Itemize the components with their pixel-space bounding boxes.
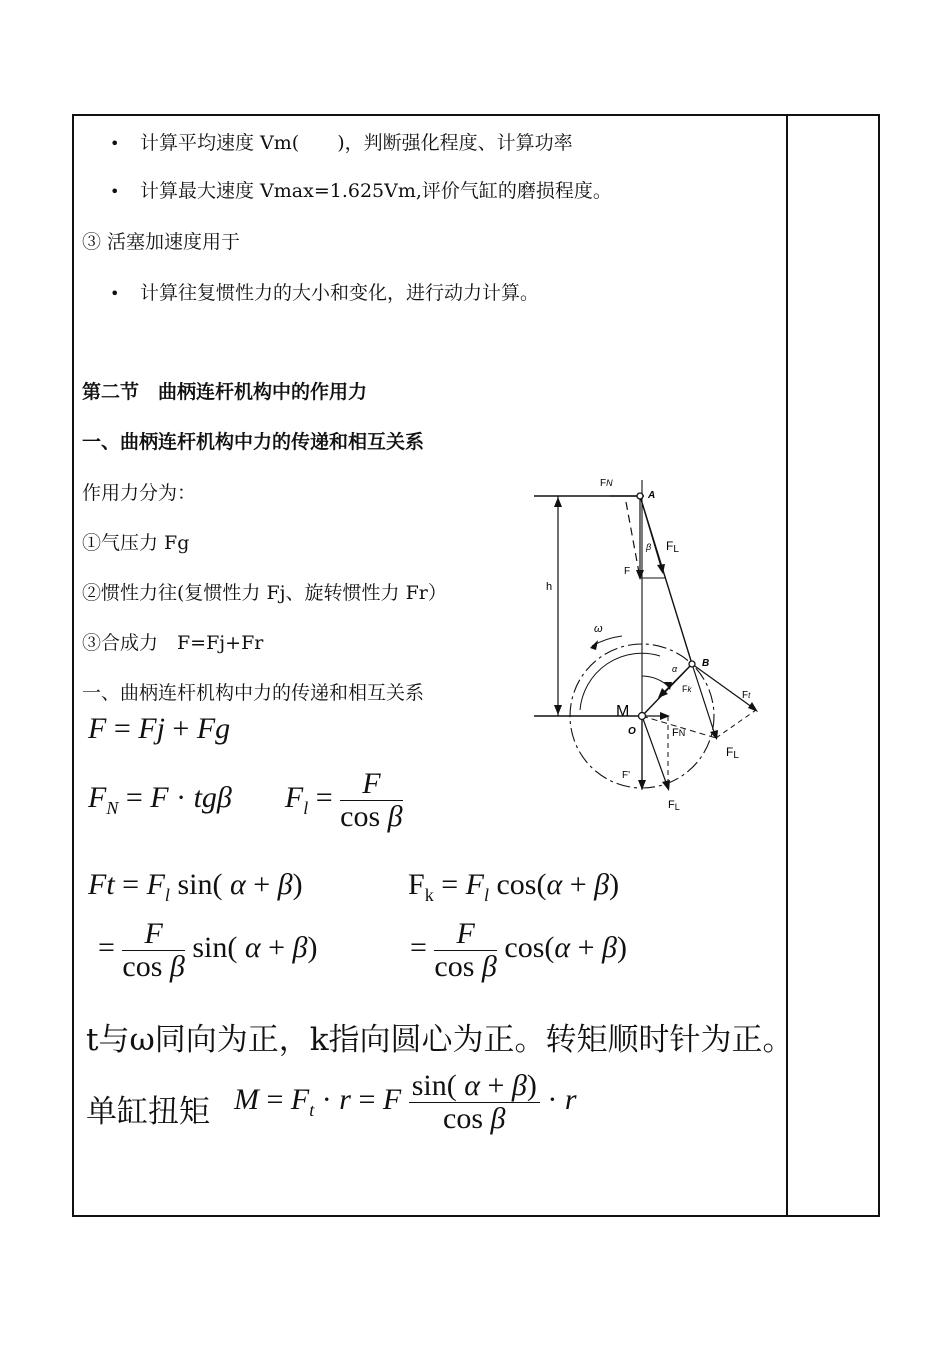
label-fn-top: FN (600, 478, 613, 489)
item3-heading: ③ 活塞加速度用于 (82, 231, 241, 253)
equation-normal-force: $F_N = F \cdot tg\beta$ $F_l$ = $\frac{F}{\text{cos β}}$ (88, 767, 403, 833)
section-title: 第二节 曲柄连杆机构中的作用力 (82, 381, 368, 403)
label-ft: Ft (742, 690, 751, 701)
bullet-average-speed: 计算平均速度 Vm( )，判断强化程度、计算功率 (140, 132, 573, 154)
equation-radial-force: $F_k = F_l$ cos(α + β) (408, 868, 620, 905)
bullet-dot: • (110, 284, 120, 303)
bullet-dot: • (110, 182, 120, 201)
equation-radial-expanded: = $\frac{F}{\text{cos β}}$ cos(α + β) (410, 917, 627, 983)
equation-torque: $M = F_t \cdot r = F$ $\frac{\sin( \alpha + \beta)}{\text{cos β}}$ · r (234, 1069, 577, 1135)
label-fl-bottom: FL (726, 745, 739, 761)
label-fk: Fk (682, 684, 692, 694)
repeat-heading: 一、曲柄连杆机构中力的传递和相互关系 (82, 682, 425, 704)
bullet-dot: • (110, 134, 120, 153)
label-fl-prime: FL (668, 799, 680, 812)
equation-tangential-expanded: = $\frac{F}{\text{cos β}}$ sin( α + β) (98, 917, 318, 983)
label-h: h (546, 581, 553, 593)
label-beta: β (646, 542, 652, 552)
label-m: M (616, 703, 630, 720)
bullet-inertia: 计算往复惯性力的大小和变化，进行动力计算。 (140, 282, 540, 304)
forces-intro: 作用力分为： (82, 482, 197, 504)
label-o: O (628, 726, 636, 737)
equation-resultant-force: F = Fj + Fg (88, 712, 231, 745)
label-fl-top: FL (666, 539, 679, 555)
force-item-gas: ①气压力 Fg (82, 532, 190, 554)
label-a: A (648, 490, 656, 501)
label-alpha: α (672, 664, 678, 674)
label-fn-prime: FN (672, 727, 686, 739)
label-omega: ω (594, 623, 603, 635)
torque-label: 单缸扭矩 (86, 1094, 210, 1130)
subsection-title: 一、曲柄连杆机构中力的传递和相互关系 (82, 431, 425, 453)
label-f: F (624, 566, 631, 577)
label-f-prime: F' (622, 770, 631, 781)
bullet-max-speed: 计算最大速度 Vmax=1.625Vm,评价气缸的磨损程度。 (140, 180, 612, 202)
label-b: B (702, 658, 710, 669)
sign-convention: t与ω同向为正，k指向圆心为正。转矩顺时针为正。 (86, 1022, 794, 1058)
force-item-resultant: ③合成力 F=Fj+Fr (82, 632, 264, 654)
equation-tangential-force: $Ft = F_l$ sin( α + β) (88, 868, 303, 905)
crank-force-diagram (520, 470, 780, 820)
force-item-inertia: ②惯性力往(复惯性力 Fj、旋转惯性力 Fr） (82, 582, 447, 604)
